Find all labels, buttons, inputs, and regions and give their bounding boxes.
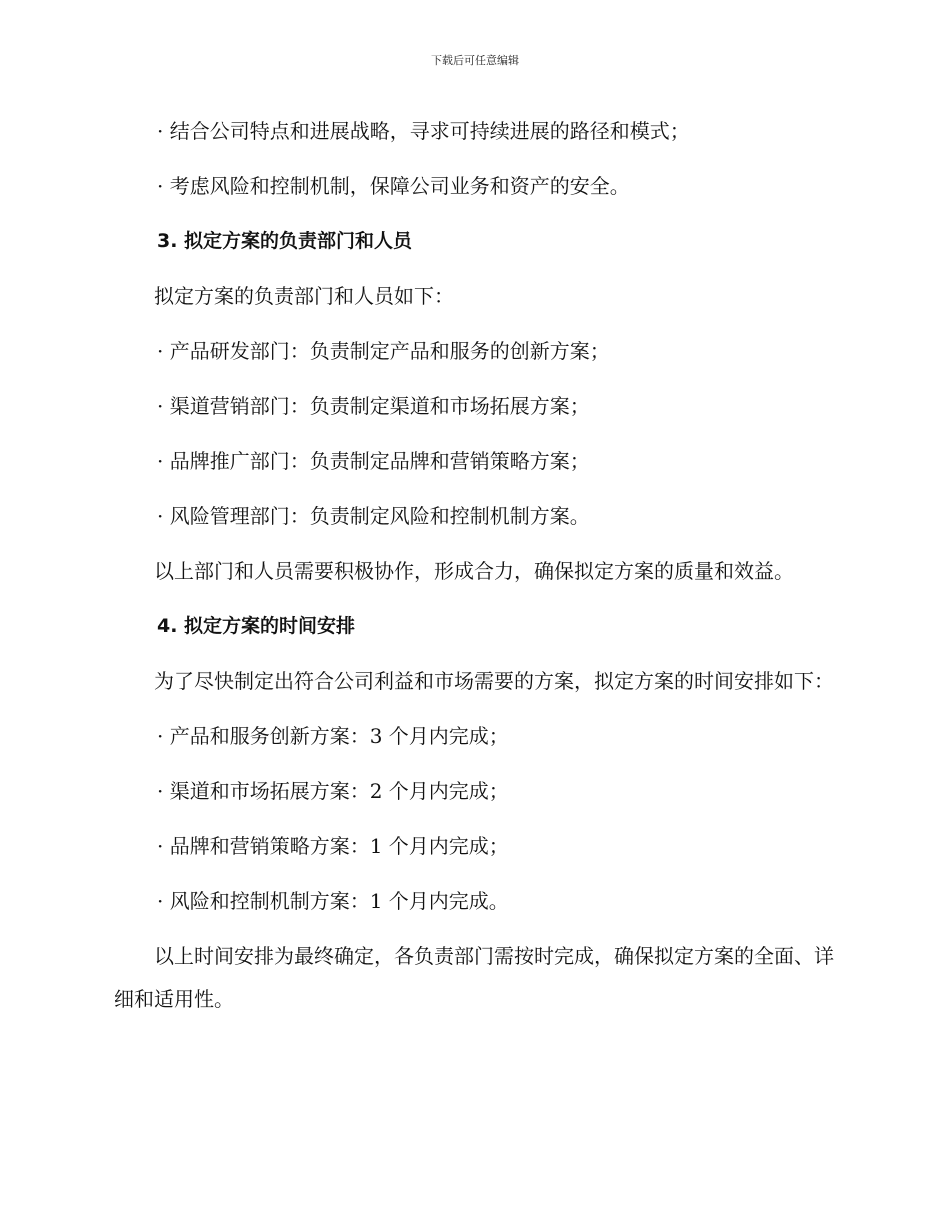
bullet-item: · 考虑风险和控制机制，保障公司业务和资产的安全。 [157,174,630,198]
bullet-item: · 结合公司特点和进展战略，寻求可持续进展的路径和模式； [157,119,690,143]
bullet-item: · 渠道和市场拓展方案：2 个月内完成； [157,779,509,803]
page-header: 下载后可任意编辑 [431,54,519,67]
bullet-item: · 产品研发部门：负责制定产品和服务的创新方案； [157,339,610,363]
bullet-item: · 风险管理部门：负责制定风险和控制机制方案。 [157,504,590,528]
bullet-item: · 品牌和营销策略方案：1 个月内完成； [157,834,509,858]
paragraph: 以上部门和人员需要积极协作，形成合力，确保拟定方案的质量和效益。 [154,559,794,583]
bullet-item: · 产品和服务创新方案：3 个月内完成； [157,724,509,748]
document-body [114,110,834,1033]
bullet-item: · 风险和控制机制方案：1 个月内完成。 [157,889,509,913]
bullet-item: · 品牌推广部门：负责制定品牌和营销策略方案； [157,449,590,473]
paragraph: 以上时间安排为最终确定，各负责部门需按时完成，确保拟定方案的全面、详细和适用性。 [114,944,834,1011]
paragraph: 为了尽快制定出符合公司利益和市场需要的方案，拟定方案的时间安排如下： [154,669,834,693]
bullet-item: · 渠道营销部门：负责制定渠道和市场拓展方案； [157,394,590,418]
section-heading: 3. 拟定方案的负责部门和人员 [157,230,413,252]
section-heading: 4. 拟定方案的时间安排 [157,615,356,637]
paragraph: 拟定方案的负责部门和人员如下： [154,284,454,308]
